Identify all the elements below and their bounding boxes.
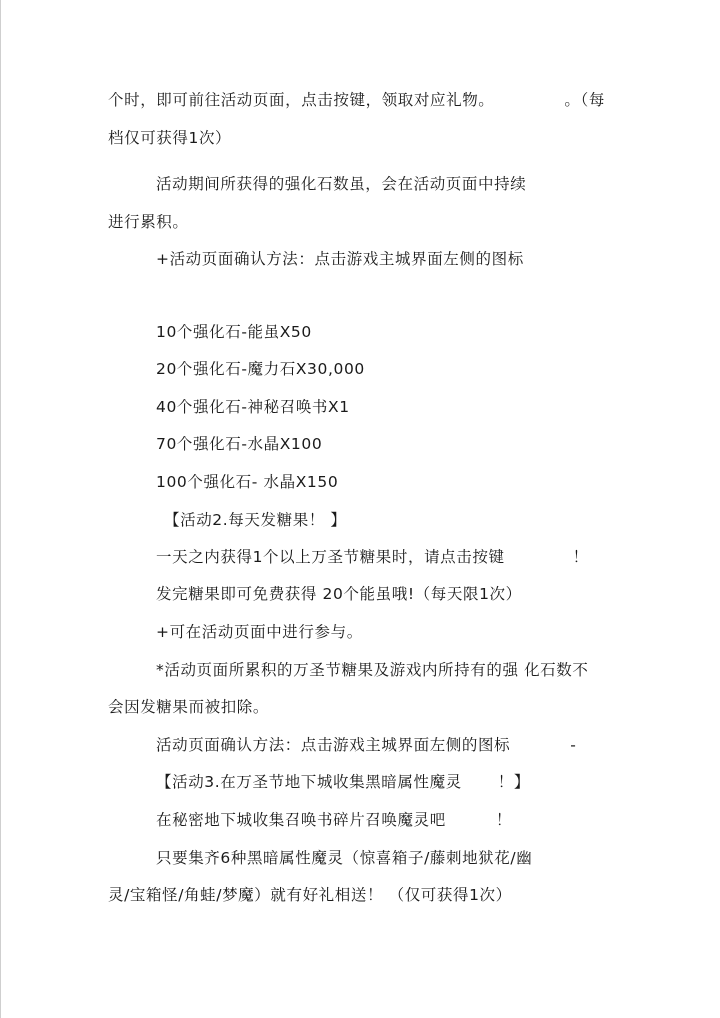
text-line-4: 进行累积。 bbox=[108, 213, 189, 231]
text-line-12-main: 一天之内获得1个以上万圣节糖果时，请点击按键 bbox=[156, 548, 505, 566]
text-line-15: *活动页面所累积的万圣节糖果及游戏内所持有的强 化石数不 bbox=[156, 661, 589, 679]
event-3-heading-main: 【活动3.在万圣节地下城收集黑暗属性魔灵 bbox=[156, 773, 462, 791]
reward-line-1: 10个强化石-能虽X50 bbox=[156, 323, 312, 341]
text-line-13: 发完糖果即可免费获得 20个能虽哦!（每天限1次） bbox=[156, 585, 522, 603]
text-line-17-tail: - bbox=[570, 736, 577, 754]
text-line-19-main: 在秘密地下城收集召唤书碎片召唤魔灵吧 bbox=[156, 811, 446, 829]
text-line-1-tail: 。（每 bbox=[564, 91, 605, 109]
text-line-21: 灵/宝箱怪/角蛙/梦魔）就有好礼相送！ （仅可获得1次） bbox=[108, 886, 512, 904]
text-line-20: 只要集齐6种黑暗属性魔灵（惊喜箱子/藤刺地狱花/幽 bbox=[156, 849, 533, 867]
text-line-3: 活动期间所获得的强化石数虽，会在活动页面中持续 bbox=[156, 175, 527, 193]
text-line-12 bbox=[156, 547, 589, 567]
reward-line-4: 70个强化石-水晶X100 bbox=[156, 435, 323, 453]
text-line-2: 档仅可获得1次） bbox=[108, 129, 232, 147]
text-line-1-main: 个时，即可前往活动页面，点击按键，领取对应礼物。 bbox=[108, 91, 495, 109]
text-line-12-tail: ！ bbox=[572, 548, 589, 566]
text-line-14: +可在活动页面中进行参与。 bbox=[156, 623, 363, 641]
text-line-5: +活动页面确认方法：点击游戏主城界面左侧的图标 bbox=[156, 250, 524, 268]
event-3-heading-tail: ！】 bbox=[497, 773, 530, 791]
text-line-17 bbox=[156, 735, 576, 755]
reward-line-2: 20个强化石-魔力石X30,000 bbox=[156, 360, 365, 378]
text-line-19 bbox=[156, 810, 512, 830]
text-line-1 bbox=[108, 90, 605, 110]
text-line-17-main: 活动页面确认方法：点击游戏主城界面左侧的图标 bbox=[156, 736, 511, 754]
reward-line-5: 100个强化石- 水晶X150 bbox=[156, 473, 339, 491]
text-line-19-tail: ！ bbox=[495, 811, 512, 829]
reward-line-3: 40个强化石-神秘召唤书X1 bbox=[156, 398, 350, 416]
text-line-16: 会因发糖果而被扣除。 bbox=[108, 698, 270, 716]
event-2-heading: 【活动2.每天发糖果！ 】 bbox=[164, 511, 347, 529]
event-3-heading bbox=[156, 772, 530, 792]
